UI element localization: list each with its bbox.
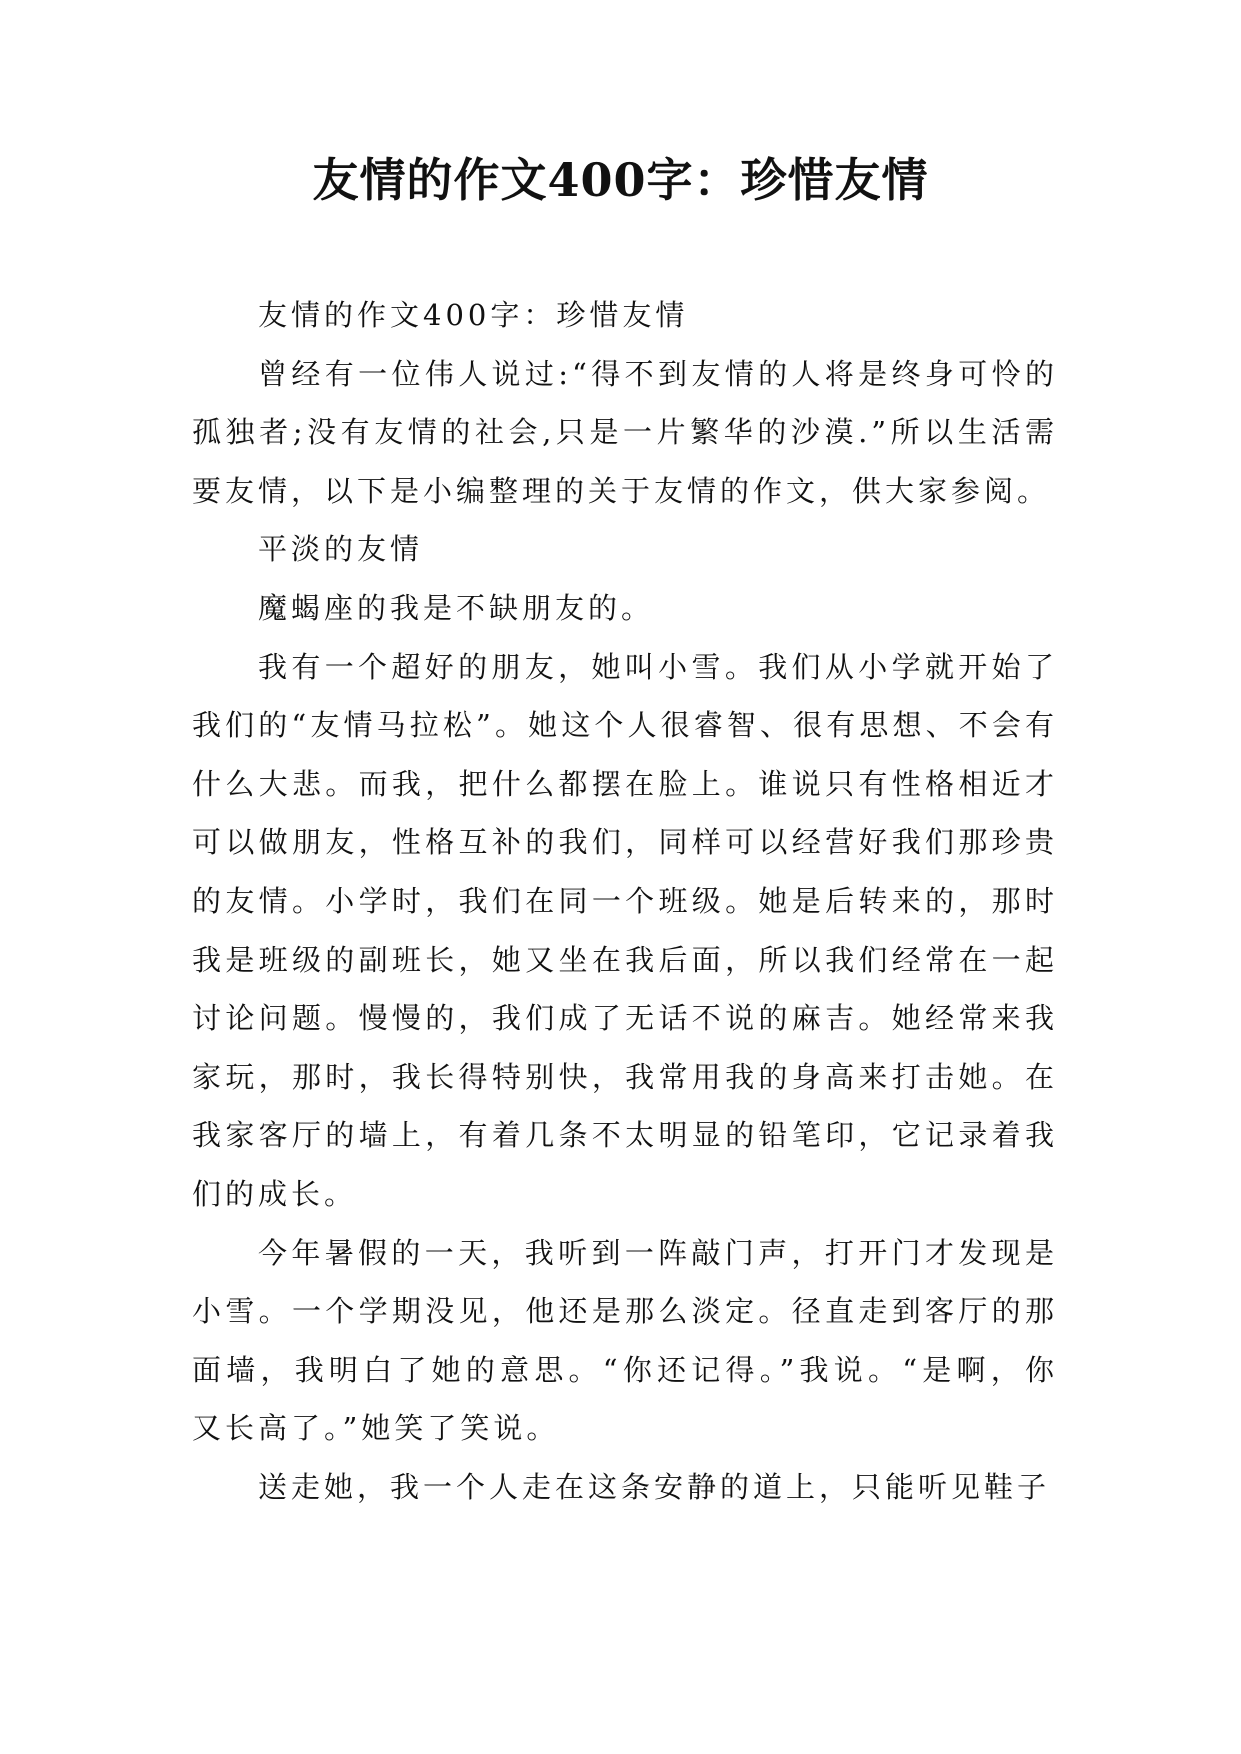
paragraph: 送走她，我一个人走在这条安静的道上，只能听见鞋子 — [258, 1469, 1051, 1504]
document-title: 友情的作文400字：珍惜友情 — [312, 153, 929, 207]
document-body — [192, 286, 1058, 1516]
paragraph: 我有一个超好的朋友，她叫小雪。我们从小学就开始了我们的“友情马拉松”。她这个人很睿智、很有思想、不会有什么大悲。而我，把什么都摆在脸上。谁说只有性格相近才可以做朋友，性格互补的我们，同样可以经营好我们那珍贵的友情。小学时，我们在同一个班级。她是后转来的，那时我是班级的副班长，她又坐在我后面，所以我们经常在一起讨论问题。慢慢的，我们成了无话不说的麻吉。她经常来我家玩，那时，我长得特别快，我常用我的身高来打击她。在我家客厅的墙上，有着几条不太明显的铅笔印，它记录着我们的成长。 — [192, 649, 1058, 1211]
section-heading: 平淡的友情 — [258, 532, 424, 567]
paragraph: 今年暑假的一天，我听到一阵敲门声，打开门才发现是小雪。一个学期没见，他还是那么淡定。径直走到客厅的那面墙，我明白了她的意思。“你还记得。”我说。“是啊，你又长高了。”她笑了笑说。 — [192, 1235, 1058, 1446]
paragraph: 友情的作文400字：珍惜友情 — [258, 298, 689, 332]
paragraph: 曾经有一位伟人说过:“得不到友情的人将是终身可怜的孤独者;没有友情的社会,只是一片繁华的沙漠.”所以生活需要友情，以下是小编整理的关于友情的作文，供大家参阅。 — [192, 356, 1058, 508]
paragraph: 魔蝎座的我是不缺朋友的。 — [258, 590, 655, 625]
